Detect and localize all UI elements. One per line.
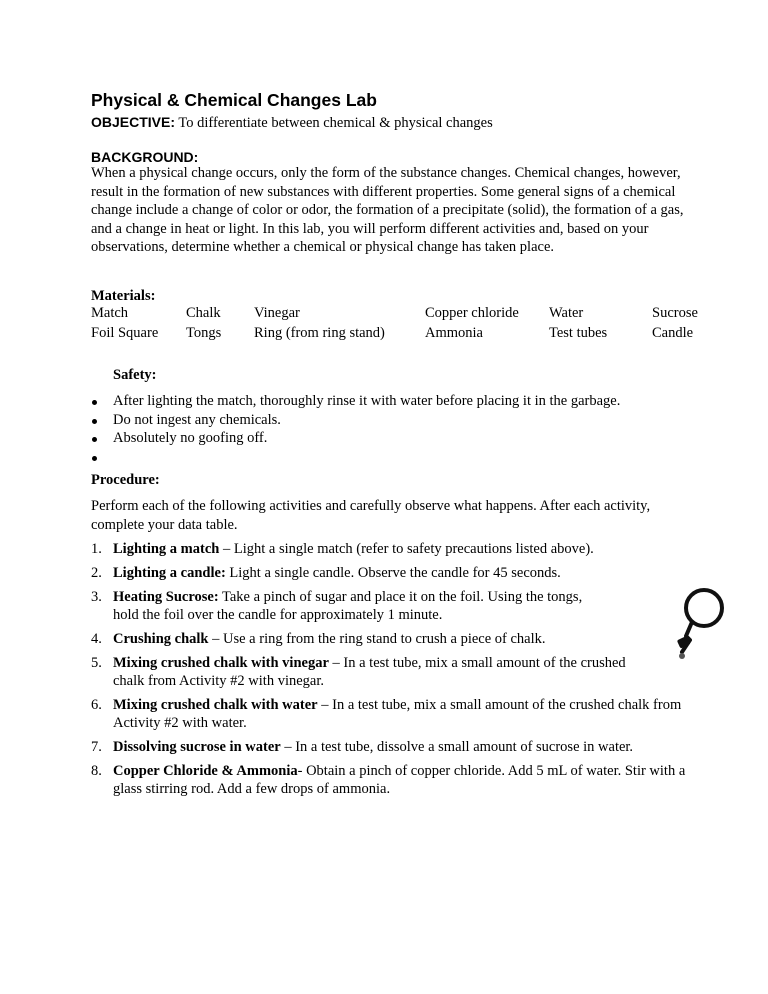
step-title: Mixing crushed chalk with water: [113, 697, 318, 713]
step-number: 2.: [91, 565, 102, 581]
step-title: Mixing crushed chalk with vinegar: [113, 655, 329, 671]
background-heading: BACKGROUND:: [91, 149, 199, 165]
material-item: Ammonia: [425, 325, 483, 341]
step-number: 8.: [91, 763, 102, 779]
procedure-step: [91, 564, 691, 582]
step-number: 4.: [91, 631, 102, 647]
safety-item-text: After lighting the match, thoroughly rinse it with water before placing it in the garbage.: [113, 393, 621, 409]
material-item: Copper chloride: [425, 305, 519, 321]
bullet-icon: [92, 437, 97, 442]
material-item: Chalk: [186, 305, 221, 321]
step-text: Light a single candle. Observe the candle for 45 seconds.: [225, 565, 561, 581]
step-number: 6.: [91, 697, 102, 713]
step-text: – In a test tube, dissolve a small amount of sucrose in water.: [280, 739, 634, 755]
bullet-icon: [92, 400, 97, 405]
procedure-step: [91, 696, 691, 732]
step-number: 7.: [91, 739, 102, 755]
safety-item-text: Absolutely no goofing off.: [113, 430, 268, 446]
procedure-step: [91, 654, 691, 690]
background-text: When a physical change occurs, only the form of the substance changes. Chemical changes, however, result in the formation of new substances with different properties. Some general signs of a chemical change include a change of color or odor, the formation of a precipitate (solid), the formation of a gas, and a change in heat or light. In this lab, you will perform different activities and, based on your observations, determine whether a chemical or physical change has taken place.: [91, 165, 684, 255]
material-item: Foil Square: [91, 325, 159, 341]
material-item: Test tubes: [549, 325, 608, 341]
step-text: – In a test tube, mix a small amount of the crushed chalk from Activity #2 with vinegar.: [113, 655, 626, 689]
procedure-step: [91, 588, 691, 624]
procedure-intro: Perform each of the following activities and carefully observe what happens. After each activity, complete your data table.: [91, 498, 651, 533]
materials-heading: Materials:: [91, 288, 156, 304]
objective: [91, 114, 493, 132]
material-item: Vinegar: [254, 305, 300, 321]
material-item: Match: [91, 305, 129, 321]
step-number: 5.: [91, 655, 102, 671]
step-title: Heating Sucrose:: [113, 589, 219, 605]
procedure-heading: Procedure:: [91, 472, 160, 488]
safety-list: [91, 393, 620, 467]
objective-text: To differentiate between chemical & physical changes: [178, 115, 493, 131]
step-number: 3.: [91, 589, 102, 605]
step-text: – In a test tube, mix a small amount of the crushed chalk from Activity #2 with water.: [113, 697, 682, 731]
step-title: Lighting a match: [113, 541, 220, 557]
safety-item: [91, 412, 620, 431]
step-text: – Light a single match (refer to safety precautions listed above).: [219, 541, 594, 557]
step-number: 1.: [91, 541, 102, 557]
procedure-step: [91, 762, 691, 798]
material-item: Sucrose: [652, 305, 698, 321]
step-title: Crushing chalk: [113, 631, 209, 647]
step-text: - Obtain a pinch of copper chloride. Add 5 mL of water. Stir with a glass stirring rod. Add a few drops of ammonia.: [113, 763, 686, 797]
material-item: Ring (from ring stand): [254, 325, 385, 341]
safety-item-text: Do not ingest any chemicals.: [113, 411, 281, 428]
bullet-icon: [92, 419, 97, 424]
material-item: Tongs: [186, 325, 222, 341]
bullet-icon: [92, 456, 97, 461]
safety-item: [91, 393, 620, 412]
safety-item: [91, 430, 620, 449]
objective-label: OBJECTIVE:: [91, 114, 176, 130]
material-item: Candle: [652, 325, 694, 341]
procedure-step: [91, 630, 691, 648]
step-title: Dissolving sucrose in water: [113, 739, 281, 755]
procedure-steps: [91, 540, 691, 798]
ring-stand-ring-icon: [672, 586, 732, 666]
safety-item: [91, 449, 620, 468]
step-text: Take a pinch of sugar and place it on the foil. Using the tongs, hold the foil over the candle for approximately 1 minute.: [113, 589, 583, 623]
step-text: – Use a ring from the ring stand to crush a piece of chalk.: [208, 631, 546, 647]
safety-heading: Safety:: [113, 367, 157, 383]
step-title: Copper Chloride & Ammonia: [113, 763, 298, 779]
procedure-step: [91, 540, 691, 558]
material-item: Water: [549, 305, 584, 321]
procedure-step: [91, 738, 691, 756]
document-title: Physical & Chemical Changes Lab: [91, 90, 377, 110]
step-title: Lighting a candle:: [113, 565, 226, 581]
